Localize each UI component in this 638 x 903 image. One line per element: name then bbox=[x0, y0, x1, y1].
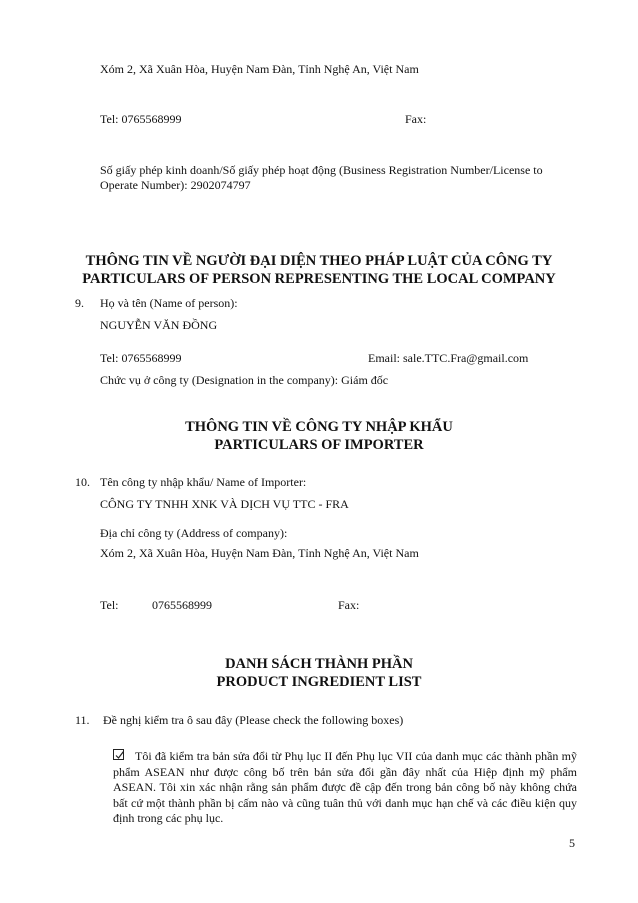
importer-address-label: Địa chỉ công ty (Address of company): bbox=[100, 526, 288, 540]
person-email: Email: sale.TTC.Fra@gmail.com bbox=[368, 351, 529, 365]
ingredient-heading-vi: DANH SÁCH THÀNH PHẦN bbox=[225, 656, 413, 672]
item-number-11: 11. bbox=[75, 713, 90, 727]
importer-fax: Fax: bbox=[338, 598, 360, 612]
importer-heading-en: PARTICULARS OF IMPORTER bbox=[214, 437, 424, 453]
person-name-value: NGUYỄN VĂN ĐỒNG bbox=[100, 318, 218, 332]
confirmation-statement: Tôi đã kiểm tra bản sửa đổi từ Phụ lục II đến Phụ lục VII của danh mục các thành phần mỹ phẩm ASEAN như được công bố trên bản sửa đổi gần đây nhất của Hiệp định mỹ phẩm ASEAN. Tôi xin xác nhận rằng sản phẩm được đề cập đến trong bản công bố này không chứa bất cứ một thành phần bị cấm nào và cũng tuân thủ với danh mục hạn chế và các điều kiện quy định trong các phụ lục. bbox=[113, 749, 577, 825]
importer-tel-label: Tel: bbox=[100, 598, 119, 612]
person-tel: Tel: 0765568999 bbox=[100, 351, 182, 365]
importer-name-label: Tên công ty nhập khẩu/ Name of Importer: bbox=[100, 475, 307, 489]
item-number-10: 10. bbox=[75, 475, 90, 489]
check-instruction: Đề nghị kiểm tra ô sau đây (Please check the following boxes) bbox=[103, 713, 404, 727]
importer-name-value: CÔNG TY TNHH XNK VÀ DỊCH VỤ TTC - FRA bbox=[100, 497, 349, 511]
representative-heading-vi: THÔNG TIN VỀ NGƯỜI ĐẠI DIỆN THEO PHÁP LUẬT CỦA CÔNG TY bbox=[85, 253, 553, 269]
page-number: 5 bbox=[569, 836, 575, 850]
ingredient-heading-en: PRODUCT INGREDIENT LIST bbox=[216, 674, 422, 690]
item-number-9: 9. bbox=[75, 296, 84, 310]
importer-heading-vi: THÔNG TIN VỀ CÔNG TY NHẬP KHẨU bbox=[185, 419, 453, 435]
importer-tel-value: 0765568999 bbox=[152, 598, 212, 612]
person-name-label: Họ và tên (Name of person): bbox=[100, 296, 238, 310]
representative-heading-en: PARTICULARS OF PERSON REPRESENTING THE LOCAL COMPANY bbox=[82, 271, 556, 287]
company-tel: Tel: 0765568999 bbox=[100, 112, 182, 126]
license-line-2: Operate Number): 2902074797 bbox=[100, 178, 251, 192]
company-fax: Fax: bbox=[405, 112, 427, 126]
company-address: Xóm 2, Xã Xuân Hòa, Huyện Nam Đàn, Tỉnh Nghệ An, Việt Nam bbox=[100, 62, 419, 76]
person-designation: Chức vụ ở công ty (Designation in the company): Giám đốc bbox=[100, 373, 389, 387]
license-line-1: Số giấy phép kinh doanh/Số giấy phép hoạt động (Business Registration Number/License to bbox=[100, 163, 543, 177]
importer-address-value: Xóm 2, Xã Xuân Hòa, Huyện Nam Đàn, Tỉnh Nghệ An, Việt Nam bbox=[100, 546, 419, 560]
